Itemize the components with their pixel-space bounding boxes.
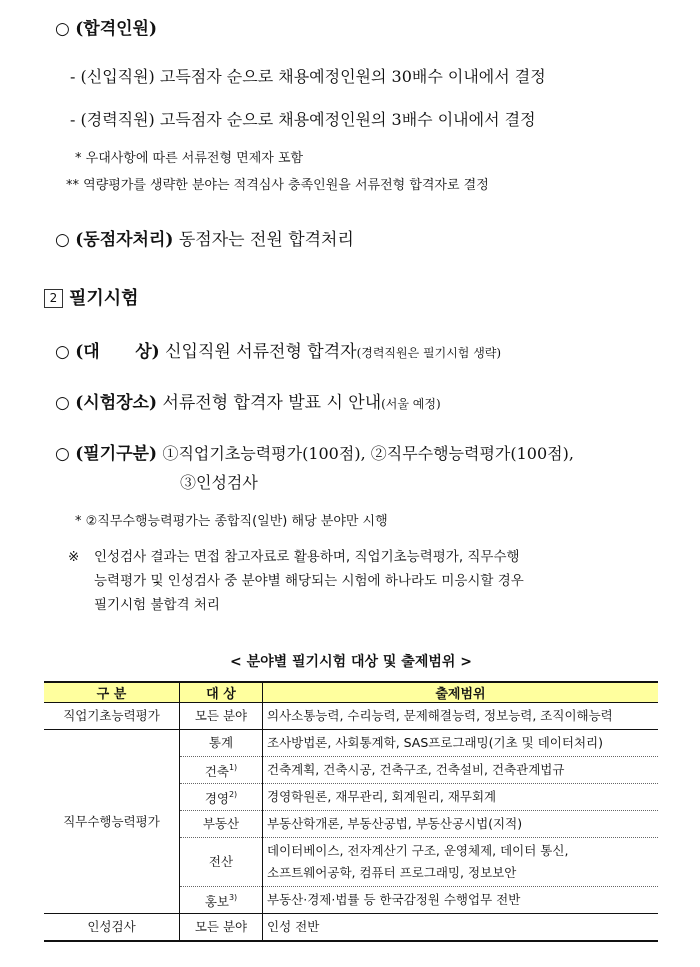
- row-category: 직업기초능력평가: [44, 703, 180, 730]
- target-note: (경력직원은 필기시험 생략): [356, 346, 502, 360]
- pass-count-heading: [55, 14, 157, 39]
- row-category: 직무수행능력평가: [44, 730, 180, 914]
- pass-count-item-experienced: - (경력직원) 고득점자 순으로 채용예정인원의 3배수 이내에서 결정: [70, 110, 536, 129]
- tie-heading: [55, 225, 354, 250]
- row-scope: 의사소통능력, 수리능력, 문제해결능력, 정보능력, 조직이해능력: [263, 703, 659, 730]
- row-scope: 조사방법론, 사회통계학, SAS프로그래밍(기초 및 데이터처리): [263, 730, 659, 757]
- target-label: (대 상): [75, 342, 160, 362]
- header-target: 대 상: [180, 682, 263, 703]
- section-number-box: 2: [44, 289, 63, 308]
- pass-count-item-new: - (신입직원) 고득점자 순으로 채용예정인원의 30배수 이내에서 결정: [70, 67, 546, 86]
- pass-count-label: (합격인원): [75, 19, 158, 39]
- note-exemption: * 우대사항에 따른 서류전형 면제자 포함: [75, 151, 304, 166]
- row-scope: 건축계획, 건축시공, 건축구조, 건축설비, 건축관계법규: [263, 757, 659, 784]
- row-scope: 부동산학개론, 부동산공법, 부동산공시법(지적): [263, 811, 659, 838]
- exam-scope-table: [44, 681, 658, 942]
- target-text: 신입직원 서류전형 합격자: [165, 342, 357, 362]
- row-target: 부동산: [180, 811, 263, 838]
- row-category: 인성검사: [44, 914, 180, 942]
- tie-text: 동점자는 전원 합격처리: [178, 230, 354, 250]
- venue-heading: [55, 388, 441, 413]
- row-scope: [263, 838, 659, 887]
- footnote-mark: 1): [228, 763, 238, 772]
- row-scope-line: 소프트웨어공학, 컴퓨터 프로그래밍, 정보보안: [267, 865, 517, 880]
- row-target: 통계: [180, 730, 263, 757]
- bullet-circle: ○: [55, 342, 70, 362]
- row-target: 전산: [180, 838, 263, 887]
- category-line2: ③인성검사: [180, 473, 258, 492]
- table-row: [44, 703, 658, 730]
- bullet-circle: ○: [55, 19, 70, 39]
- table-header-row: [44, 682, 658, 703]
- table-row: [44, 914, 658, 942]
- target-heading: [55, 337, 501, 362]
- category-label: (필기구분): [75, 444, 158, 464]
- section-title-text: 필기시험: [69, 288, 139, 309]
- warning-line-2: 능력평가 및 인성검사 중 분야별 해당되는 시험에 하나라도 미응시할 경우: [94, 573, 524, 589]
- category-note: * ②직무수행능력평가는 종합직(일반) 해당 분야만 시행: [75, 514, 388, 529]
- table-row: [44, 730, 658, 757]
- bullet-circle: ○: [55, 444, 70, 464]
- venue-label: (시험장소): [75, 393, 158, 413]
- warning-mark: ※: [68, 549, 80, 565]
- row-target: 경영$^{2)}$: [180, 784, 263, 811]
- bullet-circle: ○: [55, 230, 70, 250]
- venue-note: (서울 예정): [381, 397, 441, 411]
- category-line1: ①직업기초능력평가(100점), ②직무수행능력평가(100점),: [162, 444, 574, 463]
- row-target: 모든 분야: [180, 914, 263, 942]
- header-category: 구 분: [44, 682, 180, 703]
- header-scope: 출제범위: [263, 682, 659, 703]
- tie-label: (동점자처리): [75, 230, 174, 250]
- category-heading: [55, 439, 574, 464]
- warning-line-1: 인성검사 결과는 면접 참고자료로 활용하며, 직업기초능력평가, 직무수행: [94, 549, 520, 565]
- note-competency: ** 역량평가를 생략한 분야는 적격심사 충족인원을 서류전형 합격자로 결정: [66, 178, 489, 193]
- footnote-mark: 3): [228, 893, 238, 902]
- row-target: 건축$^{1)}$: [180, 757, 263, 784]
- venue-text: 서류전형 합격자 발표 시 안내: [162, 393, 382, 413]
- footnote-mark: 2): [228, 790, 238, 799]
- bullet-circle: ○: [55, 393, 70, 413]
- row-scope-line: 데이터베이스, 전자계산기 구조, 운영체제, 데이터 통신,: [267, 843, 569, 858]
- row-scope: 인성 전반: [263, 914, 659, 942]
- row-scope: 경영학원론, 재무관리, 회계원리, 재무회계: [263, 784, 659, 811]
- table-caption: < 분야별 필기시험 대상 및 출제범위 >: [229, 654, 473, 670]
- row-target: 홍보$^{3)}$: [180, 887, 263, 914]
- row-scope: 부동산·경제·법률 등 한국감정원 수행업무 전반: [263, 887, 659, 914]
- warning-line-3: 필기시험 불합격 처리: [94, 597, 220, 613]
- row-target: 모든 분야: [180, 703, 263, 730]
- section-title: [44, 284, 139, 310]
